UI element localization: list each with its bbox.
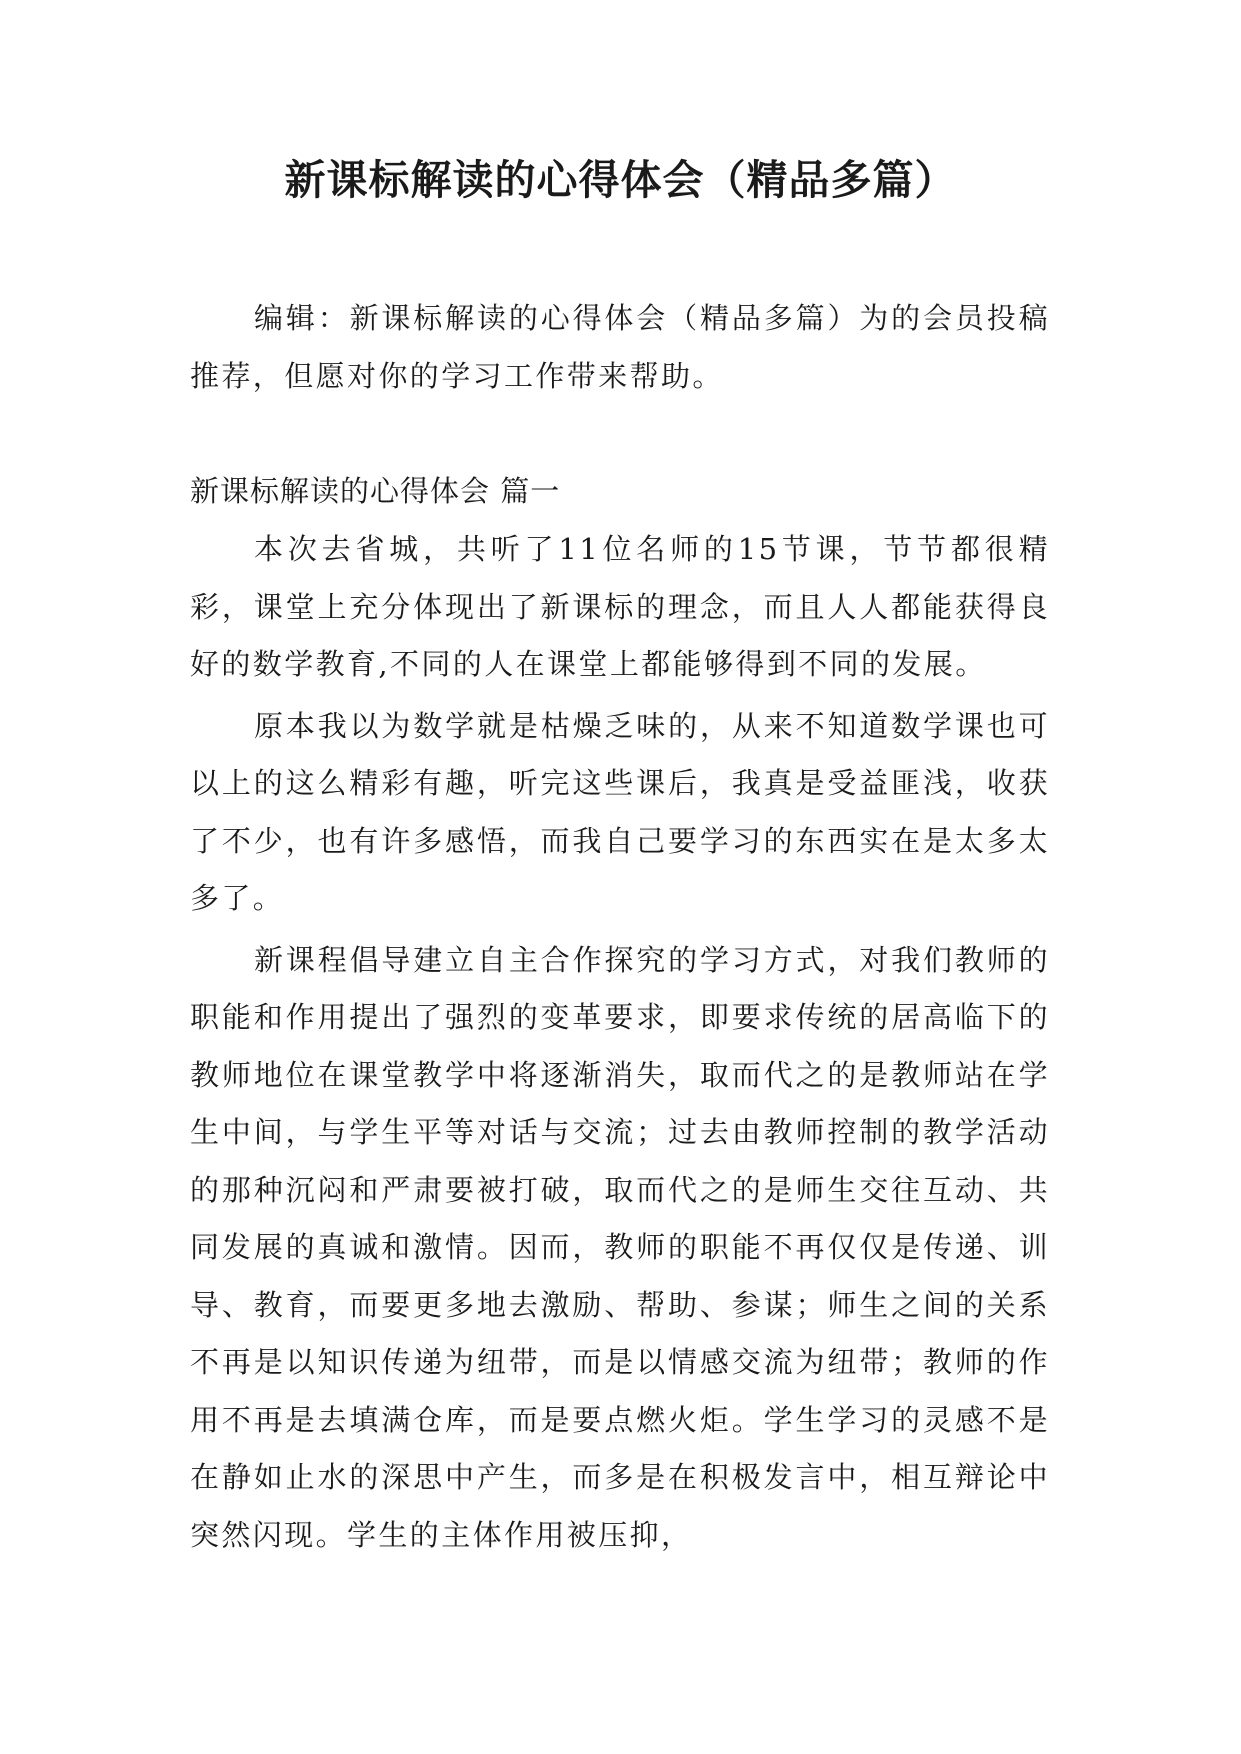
section-heading: 新课标解读的心得体会 篇一 bbox=[190, 474, 561, 508]
section-content bbox=[190, 521, 1050, 1568]
paragraph-3: 新课程倡导建立自主合作探究的学习方式，对我们教师的职能和作用提出了强烈的变革要求，即要求传统的居高临下的教师地位在课堂教学中将逐渐消失，取而代之的是教师站在学生中间，与学生平等对话与交流；过去由教师控制的教学活动的那种沉闷和严肃要被打破，取而代之的是师生交往互动、共同发展的真诚和激情。因而，教师的职能不再仅仅是传递、训导、教育，而要更多地去激励、帮助、参谋；师生之间的关系不再是以知识传递为纽带，而是以情感交流为纽带；教师的作用不再是去填满仓库，而是要点燃火炬。学生学习的灵感不是在静如止水的深思中产生，而多是在积极发言中，相互辩论中突然闪现。学生的主体作用被压抑， bbox=[190, 942, 1050, 1552]
document-title: 新课标解读的心得体会（精品多篇） bbox=[284, 156, 957, 204]
editor-note: 编辑：新课标解读的心得体会（精品多篇）为的会员投稿推荐，但愿对你的学习工作带来帮助。 bbox=[190, 301, 1050, 393]
paragraph-2: 原本我以为数学就是枯燥乏味的，从来不知道数学课也可以上的这么精彩有趣，听完这些课后，我真是受益匪浅，收获了不少，也有许多感悟，而我自己要学习的东西实在是太多太多了。 bbox=[190, 708, 1050, 915]
paragraph-1: 本次去省城，共听了11位名师的15节课，节节都很精彩，课堂上充分体现出了新课标的理念，而且人人都能获得良好的数学教育,不同的人在课堂上都能够得到不同的发展。 bbox=[190, 532, 1050, 681]
